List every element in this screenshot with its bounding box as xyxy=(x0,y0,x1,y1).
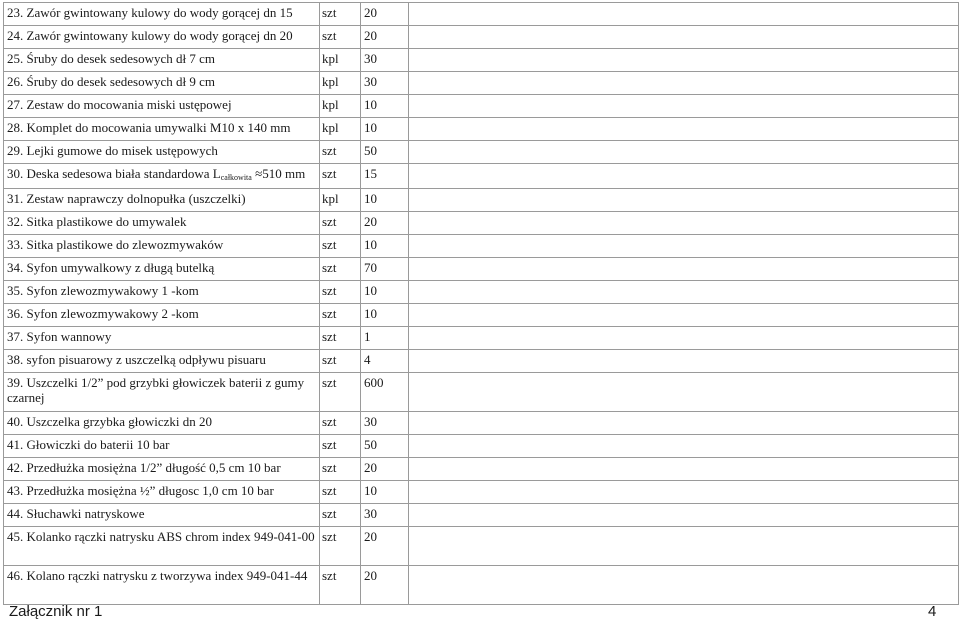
empty-cell xyxy=(409,118,959,141)
item-quantity: 30 xyxy=(361,72,409,95)
table-row xyxy=(4,435,959,458)
item-name: 43. Przedłużka mosiężna ½” długosc 1,0 cm 10 bar xyxy=(4,481,320,504)
item-name: 45. Kolanko rączki natrysku ABS chrom index 949-041-00 xyxy=(4,527,320,566)
item-quantity: 10 xyxy=(361,481,409,504)
items-table xyxy=(3,2,959,605)
item-quantity: 10 xyxy=(361,235,409,258)
item-unit: szt xyxy=(320,212,361,235)
empty-cell xyxy=(409,164,959,189)
item-name: 42. Przedłużka mosiężna 1/2” długość 0,5 cm 10 bar xyxy=(4,458,320,481)
item-name: 28. Komplet do mocowania umywalki M10 x 140 mm xyxy=(4,118,320,141)
item-name: 39. Uszczelki 1/2” pod grzybki głowiczek baterii z gumy czarnej xyxy=(4,373,320,412)
empty-cell xyxy=(409,49,959,72)
item-quantity: 10 xyxy=(361,118,409,141)
item-name: 26. Śruby do desek sedesowych dł 9 cm xyxy=(4,72,320,95)
item-unit: szt xyxy=(320,304,361,327)
empty-cell xyxy=(409,527,959,566)
item-name: 29. Lejki gumowe do misek ustępowych xyxy=(4,141,320,164)
table-row xyxy=(4,189,959,212)
empty-cell xyxy=(409,258,959,281)
empty-cell xyxy=(409,3,959,26)
empty-cell xyxy=(409,504,959,527)
item-name: 25. Śruby do desek sedesowych dł 7 cm xyxy=(4,49,320,72)
empty-cell xyxy=(409,458,959,481)
table-row xyxy=(4,412,959,435)
item-name: 37. Syfon wannowy xyxy=(4,327,320,350)
empty-cell xyxy=(409,72,959,95)
item-name: 36. Syfon zlewozmywakowy 2 -kom xyxy=(4,304,320,327)
table-row xyxy=(4,212,959,235)
table-row xyxy=(4,281,959,304)
item-name: 46. Kolano rączki natrysku z tworzywa index 949-041-44 xyxy=(4,566,320,605)
item-name: 23. Zawór gwintowany kulowy do wody gorącej dn 15 xyxy=(4,3,320,26)
item-unit: szt xyxy=(320,258,361,281)
item-quantity: 20 xyxy=(361,26,409,49)
item-unit: szt xyxy=(320,235,361,258)
item-name-text: 30. Deska sedesowa biała standardowa L xyxy=(7,166,221,181)
item-unit: szt xyxy=(320,3,361,26)
item-unit: szt xyxy=(320,26,361,49)
item-name-subscript: całkowita xyxy=(220,173,252,182)
item-name: 44. Słuchawki natryskowe xyxy=(4,504,320,527)
table-row xyxy=(4,327,959,350)
table-row xyxy=(4,72,959,95)
item-name: 40. Uszczelka grzybka głowiczki dn 20 xyxy=(4,412,320,435)
empty-cell xyxy=(409,212,959,235)
item-quantity: 4 xyxy=(361,350,409,373)
item-unit: kpl xyxy=(320,95,361,118)
table-row xyxy=(4,141,959,164)
item-quantity: 20 xyxy=(361,527,409,566)
item-name: 33. Sitka plastikowe do zlewozmywaków xyxy=(4,235,320,258)
item-quantity: 20 xyxy=(361,566,409,605)
table-row xyxy=(4,49,959,72)
item-unit: szt xyxy=(320,350,361,373)
item-quantity: 30 xyxy=(361,412,409,435)
item-name-tail: 510 mm xyxy=(262,166,306,181)
item-unit: kpl xyxy=(320,118,361,141)
table-row xyxy=(4,26,959,49)
item-name: 41. Głowiczki do baterii 10 bar xyxy=(4,435,320,458)
item-unit: szt xyxy=(320,412,361,435)
item-name: 32. Sitka plastikowe do umywalek xyxy=(4,212,320,235)
empty-cell xyxy=(409,373,959,412)
item-quantity: 1 xyxy=(361,327,409,350)
item-quantity: 30 xyxy=(361,49,409,72)
item-unit: szt xyxy=(320,141,361,164)
empty-cell xyxy=(409,481,959,504)
item-quantity: 10 xyxy=(361,304,409,327)
empty-cell xyxy=(409,412,959,435)
table-row xyxy=(4,258,959,281)
table-row xyxy=(4,235,959,258)
item-name: 34. Syfon umywalkowy z długą butelką xyxy=(4,258,320,281)
empty-cell xyxy=(409,350,959,373)
item-quantity: 50 xyxy=(361,141,409,164)
item-unit: szt xyxy=(320,458,361,481)
empty-cell xyxy=(409,327,959,350)
item-name: 27. Zestaw do mocowania miski ustępowej xyxy=(4,95,320,118)
item-unit: szt xyxy=(320,566,361,605)
item-name: 24. Zawór gwintowany kulowy do wody gorącej dn 20 xyxy=(4,26,320,49)
table-row xyxy=(4,304,959,327)
item-unit: szt xyxy=(320,373,361,412)
item-quantity: 600 xyxy=(361,373,409,412)
empty-cell xyxy=(409,304,959,327)
item-name: 31. Zestaw naprawczy dolnopułka (uszczelki) xyxy=(4,189,320,212)
empty-cell xyxy=(409,281,959,304)
item-quantity: 15 xyxy=(361,164,409,189)
empty-cell xyxy=(409,141,959,164)
table-row xyxy=(4,566,959,605)
item-quantity: 10 xyxy=(361,189,409,212)
empty-cell xyxy=(409,26,959,49)
item-unit: szt xyxy=(320,504,361,527)
table-row xyxy=(4,504,959,527)
footer-page-number: 4 xyxy=(928,603,937,620)
item-name: 38. syfon pisuarowy z uszczelką odpływu pisuaru xyxy=(4,350,320,373)
table-row xyxy=(4,95,959,118)
table-row xyxy=(4,3,959,26)
table-row xyxy=(4,350,959,373)
approx-symbol: ≈ xyxy=(255,166,263,181)
item-quantity: 10 xyxy=(361,95,409,118)
item-quantity: 20 xyxy=(361,458,409,481)
item-quantity: 20 xyxy=(361,212,409,235)
item-unit: szt xyxy=(320,281,361,304)
items-table-body xyxy=(4,3,959,605)
empty-cell xyxy=(409,235,959,258)
empty-cell xyxy=(409,189,959,212)
item-unit: kpl xyxy=(320,49,361,72)
item-unit: szt xyxy=(320,327,361,350)
table-row xyxy=(4,118,959,141)
item-quantity: 70 xyxy=(361,258,409,281)
empty-cell xyxy=(409,95,959,118)
item-unit: szt xyxy=(320,527,361,566)
table-row xyxy=(4,527,959,566)
item-quantity: 30 xyxy=(361,504,409,527)
item-quantity: 20 xyxy=(361,3,409,26)
item-unit: szt xyxy=(320,164,361,189)
item-name xyxy=(4,164,320,189)
table-row xyxy=(4,481,959,504)
item-name: 35. Syfon zlewozmywakowy 1 -kom xyxy=(4,281,320,304)
item-unit: szt xyxy=(320,435,361,458)
empty-cell xyxy=(409,566,959,605)
item-quantity: 50 xyxy=(361,435,409,458)
table-row xyxy=(4,373,959,412)
item-unit: szt xyxy=(320,481,361,504)
item-unit: kpl xyxy=(320,72,361,95)
table-row xyxy=(4,458,959,481)
empty-cell xyxy=(409,435,959,458)
footer-attachment-label: Załącznik nr 1 xyxy=(9,603,103,620)
item-unit: kpl xyxy=(320,189,361,212)
table-row xyxy=(4,164,959,189)
item-quantity: 10 xyxy=(361,281,409,304)
